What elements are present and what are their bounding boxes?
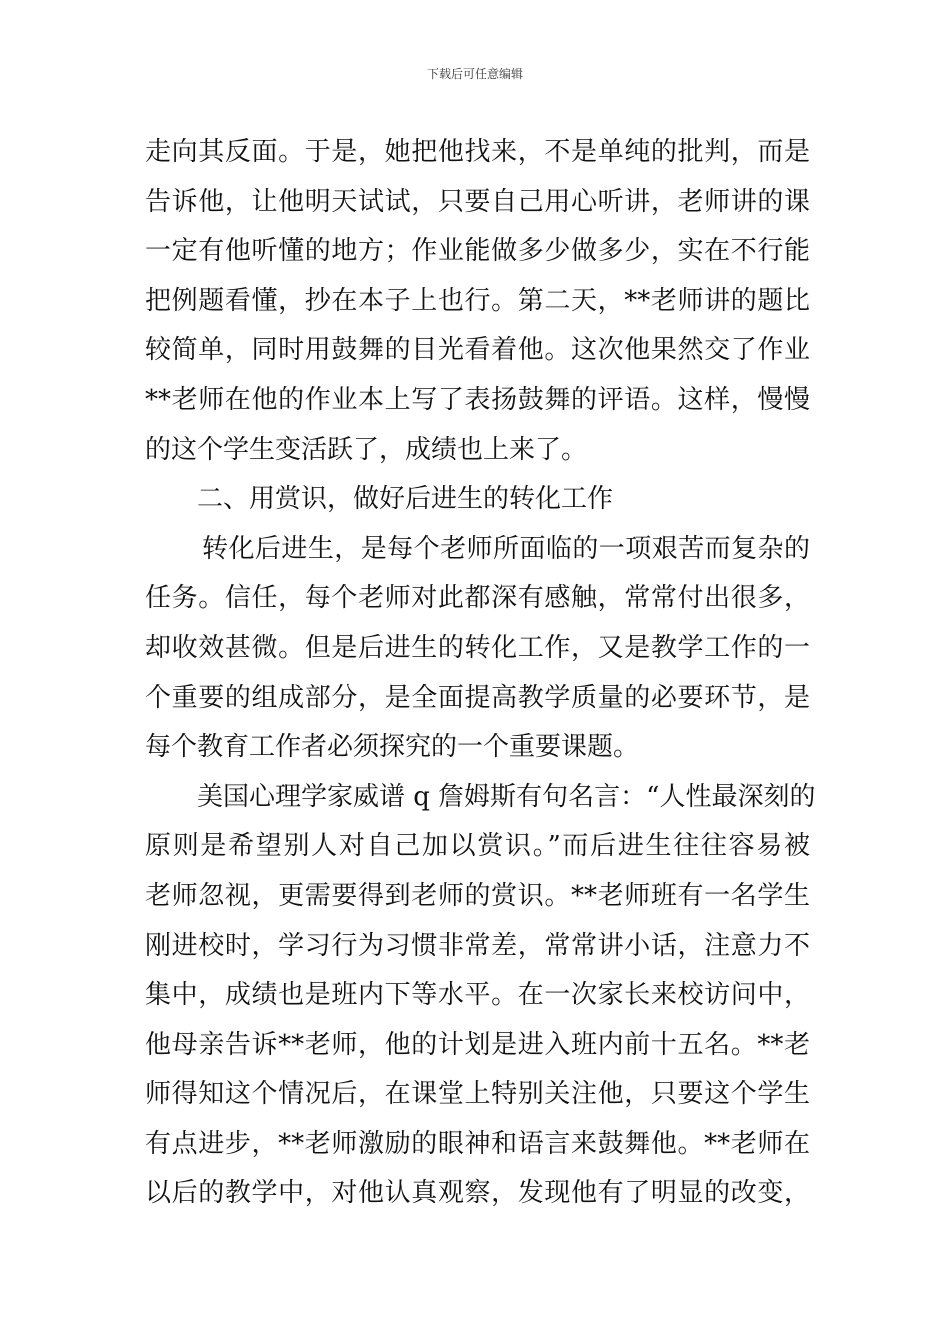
text-line: 他母亲告诉**老师，他的计划是进入班内前十五名。**老	[145, 1029, 810, 1060]
text-line: 个重要的组成部分，是全面提高教学质量的必要环节，是	[145, 682, 810, 713]
text-line: 刚进校时，学习行为习惯非常差，常常讲小话，注意力不	[145, 930, 810, 961]
text-line: 美国心理学家威谱 q 詹姆斯有句名言：“人性最深刻的	[197, 781, 816, 812]
text-line: 任务。信任，每个老师对此都深有感触，常常付出很多，	[145, 583, 810, 614]
text-line: 以后的教学中，对他认真观察，发现他有了明显的改变，	[145, 1178, 810, 1209]
text-line: 却收效甚微。但是后进生的转化工作，又是教学工作的一	[145, 632, 810, 663]
text-line: 告诉他，让他明天试试，只要自己用心听讲，老师讲的课	[145, 186, 810, 217]
text-line: 原则是希望别人对自己加以赏识。”而后进生往往容易被	[145, 831, 810, 862]
text-line: 每个教育工作者必须探究的一个重要课题。	[145, 732, 640, 763]
text-line: 老师忽视，更需要得到老师的赏识。**老师班有一名学生	[145, 880, 810, 911]
text-line: **老师在他的作业本上写了表扬鼓舞的评语。这样，慢慢	[145, 384, 810, 415]
document-body	[145, 128, 816, 1219]
text-line: 师得知这个情况后，在课堂上特别关注他，只要这个学生	[145, 1079, 810, 1110]
text-line: 转化后进生，是每个老师所面临的一项艰苦而复杂的	[202, 533, 810, 564]
text-line: 较简单，同时用鼓舞的目光看着他。这次他果然交了作业	[145, 335, 810, 366]
section-heading: 二、用赏识，做好后进生的转化工作	[197, 484, 614, 515]
text-line: 有点进步，**老师激励的眼神和语言来鼓舞他。**老师在	[145, 1128, 810, 1159]
text-line: 把例题看懂，抄在本子上也行。第二天，**老师讲的题比	[145, 285, 810, 316]
text-line: 集中，成绩也是班内下等水平。在一次家长来校访问中，	[145, 980, 810, 1011]
page-header-note: 下载后可任意编辑	[426, 67, 523, 81]
text-line: 走向其反面。于是，她把他找来，不是单纯的批判，而是	[145, 137, 810, 167]
text-line: 的这个学生变活跃了，成绩也上来了。	[145, 434, 588, 465]
text-line: 一定有他听懂的地方；作业能做多少做多少，实在不行能	[145, 236, 810, 267]
